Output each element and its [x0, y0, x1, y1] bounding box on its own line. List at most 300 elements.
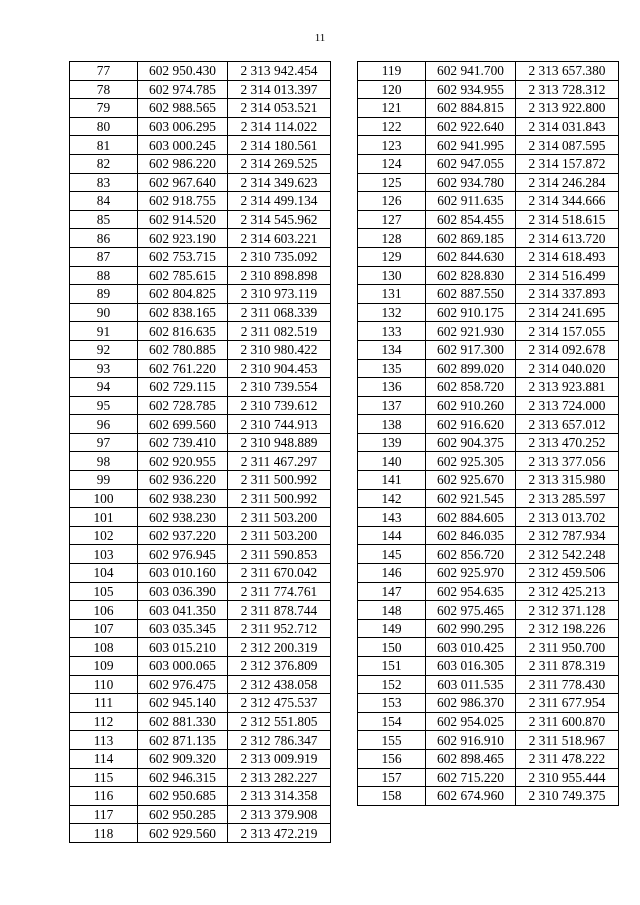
point-number-cell: 78 [70, 80, 138, 99]
y-coordinate-cell: 2 311 878.744 [228, 601, 331, 620]
table-row [358, 322, 619, 341]
table-row [70, 508, 331, 527]
point-number-cell: 93 [70, 359, 138, 378]
table-row [70, 247, 331, 266]
table-row [358, 433, 619, 452]
point-number-cell: 143 [358, 508, 426, 527]
x-coordinate-cell: 603 010.425 [426, 638, 516, 657]
point-number-cell: 140 [358, 452, 426, 471]
x-coordinate-cell: 602 945.140 [138, 694, 228, 713]
y-coordinate-cell: 2 313 377.056 [516, 452, 619, 471]
table-row [70, 545, 331, 564]
point-number-cell: 122 [358, 117, 426, 136]
point-number-cell: 124 [358, 154, 426, 173]
point-number-cell: 150 [358, 638, 426, 657]
x-coordinate-cell: 603 041.350 [138, 601, 228, 620]
point-number-cell: 155 [358, 731, 426, 750]
table-row [70, 322, 331, 341]
table-row [70, 117, 331, 136]
table-row [70, 452, 331, 471]
table-row [70, 378, 331, 397]
y-coordinate-cell: 2 314 031.843 [516, 117, 619, 136]
x-coordinate-cell: 602 976.945 [138, 545, 228, 564]
point-number-cell: 90 [70, 303, 138, 322]
y-coordinate-cell: 2 314 241.695 [516, 303, 619, 322]
y-coordinate-cell: 2 310 735.092 [228, 247, 331, 266]
table-row [358, 396, 619, 415]
table-row [70, 619, 331, 638]
table-row [358, 582, 619, 601]
table-row [70, 340, 331, 359]
x-coordinate-cell: 602 988.565 [138, 99, 228, 118]
point-number-cell: 146 [358, 564, 426, 583]
x-coordinate-cell: 603 035.345 [138, 619, 228, 638]
y-coordinate-cell: 2 311 503.200 [228, 526, 331, 545]
point-number-cell: 145 [358, 545, 426, 564]
table-row [70, 675, 331, 694]
y-coordinate-cell: 2 311 518.967 [516, 731, 619, 750]
point-number-cell: 97 [70, 433, 138, 452]
table-row [358, 229, 619, 248]
x-coordinate-cell: 603 015.210 [138, 638, 228, 657]
x-coordinate-cell: 602 938.230 [138, 489, 228, 508]
x-coordinate-cell: 602 917.300 [426, 340, 516, 359]
y-coordinate-cell: 2 313 013.702 [516, 508, 619, 527]
coordinates-table-right [357, 61, 619, 806]
table-row [358, 545, 619, 564]
point-number-cell: 82 [70, 154, 138, 173]
x-coordinate-cell: 602 699.560 [138, 415, 228, 434]
y-coordinate-cell: 2 314 040.020 [516, 359, 619, 378]
x-coordinate-cell: 602 921.930 [426, 322, 516, 341]
point-number-cell: 147 [358, 582, 426, 601]
point-number-cell: 132 [358, 303, 426, 322]
x-coordinate-cell: 602 838.165 [138, 303, 228, 322]
x-coordinate-cell: 602 887.550 [426, 285, 516, 304]
y-coordinate-cell: 2 311 478.222 [516, 749, 619, 768]
x-coordinate-cell: 602 975.465 [426, 601, 516, 620]
table-row [70, 173, 331, 192]
y-coordinate-cell: 2 311 503.200 [228, 508, 331, 527]
x-coordinate-cell: 602 986.220 [138, 154, 228, 173]
point-number-cell: 158 [358, 787, 426, 806]
point-number-cell: 137 [358, 396, 426, 415]
table-row [70, 192, 331, 211]
table-row [70, 694, 331, 713]
point-number-cell: 85 [70, 210, 138, 229]
point-number-cell: 95 [70, 396, 138, 415]
x-coordinate-cell: 602 925.670 [426, 471, 516, 490]
point-number-cell: 135 [358, 359, 426, 378]
point-number-cell: 139 [358, 433, 426, 452]
point-number-cell: 119 [358, 62, 426, 81]
x-coordinate-cell: 602 986.370 [426, 694, 516, 713]
table-row [70, 657, 331, 676]
point-number-cell: 104 [70, 564, 138, 583]
y-coordinate-cell: 2 313 923.881 [516, 378, 619, 397]
point-number-cell: 152 [358, 675, 426, 694]
x-coordinate-cell: 603 000.245 [138, 136, 228, 155]
table-row [70, 712, 331, 731]
table-row [70, 210, 331, 229]
table-row [70, 136, 331, 155]
table-row [358, 694, 619, 713]
y-coordinate-cell: 2 310 749.375 [516, 787, 619, 806]
table-row [358, 526, 619, 545]
table-row [70, 433, 331, 452]
table-row [358, 173, 619, 192]
point-number-cell: 109 [70, 657, 138, 676]
y-coordinate-cell: 2 312 425.213 [516, 582, 619, 601]
y-coordinate-cell: 2 310 898.898 [228, 266, 331, 285]
table-row [70, 768, 331, 787]
table-row [358, 731, 619, 750]
point-number-cell: 99 [70, 471, 138, 490]
x-coordinate-cell: 602 846.035 [426, 526, 516, 545]
x-coordinate-cell: 602 881.330 [138, 712, 228, 731]
y-coordinate-cell: 2 311 590.853 [228, 545, 331, 564]
x-coordinate-cell: 603 011.535 [426, 675, 516, 694]
table-row [70, 266, 331, 285]
table-row [70, 359, 331, 378]
table-row [70, 80, 331, 99]
x-coordinate-cell: 602 858.720 [426, 378, 516, 397]
y-coordinate-cell: 2 311 068.339 [228, 303, 331, 322]
y-coordinate-cell: 2 312 376.809 [228, 657, 331, 676]
point-number-cell: 102 [70, 526, 138, 545]
x-coordinate-cell: 602 954.635 [426, 582, 516, 601]
point-number-cell: 106 [70, 601, 138, 620]
point-number-cell: 89 [70, 285, 138, 304]
x-coordinate-cell: 602 911.635 [426, 192, 516, 211]
x-coordinate-cell: 603 006.295 [138, 117, 228, 136]
x-coordinate-cell: 602 804.825 [138, 285, 228, 304]
point-number-cell: 103 [70, 545, 138, 564]
x-coordinate-cell: 602 909.320 [138, 749, 228, 768]
table-row [358, 712, 619, 731]
table-row [70, 749, 331, 768]
y-coordinate-cell: 2 311 950.700 [516, 638, 619, 657]
x-coordinate-cell: 602 950.430 [138, 62, 228, 81]
x-coordinate-cell: 603 010.160 [138, 564, 228, 583]
point-number-cell: 116 [70, 787, 138, 806]
x-coordinate-cell: 602 918.755 [138, 192, 228, 211]
table-row [70, 564, 331, 583]
y-coordinate-cell: 2 314 518.615 [516, 210, 619, 229]
page-number: 11 [314, 32, 326, 44]
y-coordinate-cell: 2 312 459.506 [516, 564, 619, 583]
x-coordinate-cell: 603 016.305 [426, 657, 516, 676]
point-number-cell: 112 [70, 712, 138, 731]
table-row [358, 266, 619, 285]
x-coordinate-cell: 602 728.785 [138, 396, 228, 415]
y-coordinate-cell: 2 314 180.561 [228, 136, 331, 155]
table-row [358, 154, 619, 173]
table-row [358, 285, 619, 304]
point-number-cell: 77 [70, 62, 138, 81]
point-number-cell: 134 [358, 340, 426, 359]
point-number-cell: 149 [358, 619, 426, 638]
table-row [70, 805, 331, 824]
table-row [358, 638, 619, 657]
x-coordinate-cell: 602 674.960 [426, 787, 516, 806]
point-number-cell: 101 [70, 508, 138, 527]
table-row [358, 489, 619, 508]
y-coordinate-cell: 2 311 082.519 [228, 322, 331, 341]
y-coordinate-cell: 2 313 942.454 [228, 62, 331, 81]
y-coordinate-cell: 2 311 467.297 [228, 452, 331, 471]
y-coordinate-cell: 2 314 344.666 [516, 192, 619, 211]
x-coordinate-cell: 602 925.305 [426, 452, 516, 471]
table-row [70, 62, 331, 81]
point-number-cell: 127 [358, 210, 426, 229]
table-row [70, 526, 331, 545]
point-number-cell: 128 [358, 229, 426, 248]
x-coordinate-cell: 602 925.970 [426, 564, 516, 583]
table-row [358, 601, 619, 620]
point-number-cell: 94 [70, 378, 138, 397]
table-row [70, 824, 331, 843]
x-coordinate-cell: 603 036.390 [138, 582, 228, 601]
point-number-cell: 98 [70, 452, 138, 471]
y-coordinate-cell: 2 313 657.380 [516, 62, 619, 81]
point-number-cell: 111 [70, 694, 138, 713]
table-row [358, 80, 619, 99]
table-row [358, 564, 619, 583]
x-coordinate-cell: 602 990.295 [426, 619, 516, 638]
x-coordinate-cell: 602 899.020 [426, 359, 516, 378]
x-coordinate-cell: 602 954.025 [426, 712, 516, 731]
point-number-cell: 130 [358, 266, 426, 285]
y-coordinate-cell: 2 311 670.042 [228, 564, 331, 583]
y-coordinate-cell: 2 313 728.312 [516, 80, 619, 99]
x-coordinate-cell: 602 929.560 [138, 824, 228, 843]
point-number-cell: 92 [70, 340, 138, 359]
x-coordinate-cell: 602 856.720 [426, 545, 516, 564]
x-coordinate-cell: 602 947.055 [426, 154, 516, 173]
point-number-cell: 133 [358, 322, 426, 341]
point-number-cell: 151 [358, 657, 426, 676]
table-row [70, 303, 331, 322]
table-row [358, 471, 619, 490]
y-coordinate-cell: 2 314 157.055 [516, 322, 619, 341]
x-coordinate-cell: 602 739.410 [138, 433, 228, 452]
point-number-cell: 86 [70, 229, 138, 248]
x-coordinate-cell: 602 898.465 [426, 749, 516, 768]
y-coordinate-cell: 2 314 337.893 [516, 285, 619, 304]
y-coordinate-cell: 2 314 613.720 [516, 229, 619, 248]
point-number-cell: 80 [70, 117, 138, 136]
y-coordinate-cell: 2 314 114.022 [228, 117, 331, 136]
point-number-cell: 87 [70, 247, 138, 266]
point-number-cell: 138 [358, 415, 426, 434]
point-number-cell: 108 [70, 638, 138, 657]
y-coordinate-cell: 2 314 246.284 [516, 173, 619, 192]
table-row [70, 285, 331, 304]
x-coordinate-cell: 602 871.135 [138, 731, 228, 750]
y-coordinate-cell: 2 311 952.712 [228, 619, 331, 638]
y-coordinate-cell: 2 313 282.227 [228, 768, 331, 787]
x-coordinate-cell: 602 950.685 [138, 787, 228, 806]
table-row [358, 192, 619, 211]
table-row [70, 471, 331, 490]
point-number-cell: 136 [358, 378, 426, 397]
point-number-cell: 114 [70, 749, 138, 768]
y-coordinate-cell: 2 313 470.252 [516, 433, 619, 452]
y-coordinate-cell: 2 313 472.219 [228, 824, 331, 843]
x-coordinate-cell: 602 828.830 [426, 266, 516, 285]
point-number-cell: 118 [70, 824, 138, 843]
point-number-cell: 79 [70, 99, 138, 118]
point-number-cell: 83 [70, 173, 138, 192]
point-number-cell: 154 [358, 712, 426, 731]
point-number-cell: 156 [358, 749, 426, 768]
x-coordinate-cell: 602 914.520 [138, 210, 228, 229]
table-row [358, 378, 619, 397]
point-number-cell: 121 [358, 99, 426, 118]
y-coordinate-cell: 2 310 744.913 [228, 415, 331, 434]
y-coordinate-cell: 2 310 955.444 [516, 768, 619, 787]
x-coordinate-cell: 602 910.175 [426, 303, 516, 322]
y-coordinate-cell: 2 314 618.493 [516, 247, 619, 266]
y-coordinate-cell: 2 310 948.889 [228, 433, 331, 452]
table-row [358, 768, 619, 787]
y-coordinate-cell: 2 313 379.908 [228, 805, 331, 824]
x-coordinate-cell: 602 976.475 [138, 675, 228, 694]
table-row [358, 247, 619, 266]
table-row [70, 415, 331, 434]
y-coordinate-cell: 2 314 603.221 [228, 229, 331, 248]
y-coordinate-cell: 2 312 787.934 [516, 526, 619, 545]
x-coordinate-cell: 602 921.545 [426, 489, 516, 508]
y-coordinate-cell: 2 312 371.128 [516, 601, 619, 620]
y-coordinate-cell: 2 314 269.525 [228, 154, 331, 173]
x-coordinate-cell: 602 884.605 [426, 508, 516, 527]
x-coordinate-cell: 602 844.630 [426, 247, 516, 266]
x-coordinate-cell: 602 967.640 [138, 173, 228, 192]
point-number-cell: 91 [70, 322, 138, 341]
table-row [358, 415, 619, 434]
point-number-cell: 148 [358, 601, 426, 620]
table-row [358, 340, 619, 359]
x-coordinate-cell: 602 938.230 [138, 508, 228, 527]
point-number-cell: 107 [70, 619, 138, 638]
table-row [70, 638, 331, 657]
x-coordinate-cell: 603 000.065 [138, 657, 228, 676]
x-coordinate-cell: 602 910.260 [426, 396, 516, 415]
x-coordinate-cell: 602 934.780 [426, 173, 516, 192]
y-coordinate-cell: 2 313 009.919 [228, 749, 331, 768]
x-coordinate-cell: 602 974.785 [138, 80, 228, 99]
y-coordinate-cell: 2 312 438.058 [228, 675, 331, 694]
point-number-cell: 117 [70, 805, 138, 824]
y-coordinate-cell: 2 311 500.992 [228, 489, 331, 508]
point-number-cell: 123 [358, 136, 426, 155]
x-coordinate-cell: 602 729.115 [138, 378, 228, 397]
point-number-cell: 120 [358, 80, 426, 99]
table-row [70, 99, 331, 118]
point-number-cell: 131 [358, 285, 426, 304]
y-coordinate-cell: 2 312 198.226 [516, 619, 619, 638]
table-row [70, 396, 331, 415]
y-coordinate-cell: 2 313 724.000 [516, 396, 619, 415]
y-coordinate-cell: 2 312 551.805 [228, 712, 331, 731]
table-row [358, 675, 619, 694]
table-row [70, 154, 331, 173]
table-row [358, 210, 619, 229]
y-coordinate-cell: 2 310 739.612 [228, 396, 331, 415]
point-number-cell: 84 [70, 192, 138, 211]
x-coordinate-cell: 602 869.185 [426, 229, 516, 248]
y-coordinate-cell: 2 311 500.992 [228, 471, 331, 490]
table-row [358, 619, 619, 638]
point-number-cell: 126 [358, 192, 426, 211]
table-row [358, 303, 619, 322]
x-coordinate-cell: 602 937.220 [138, 526, 228, 545]
table-row [70, 489, 331, 508]
x-coordinate-cell: 602 884.815 [426, 99, 516, 118]
y-coordinate-cell: 2 310 904.453 [228, 359, 331, 378]
y-coordinate-cell: 2 314 349.623 [228, 173, 331, 192]
x-coordinate-cell: 602 950.285 [138, 805, 228, 824]
x-coordinate-cell: 602 780.885 [138, 340, 228, 359]
table-row [70, 601, 331, 620]
table-row [358, 62, 619, 81]
y-coordinate-cell: 2 312 786.347 [228, 731, 331, 750]
table-row [358, 749, 619, 768]
y-coordinate-cell: 2 314 013.397 [228, 80, 331, 99]
x-coordinate-cell: 602 941.995 [426, 136, 516, 155]
x-coordinate-cell: 602 916.620 [426, 415, 516, 434]
point-number-cell: 157 [358, 768, 426, 787]
y-coordinate-cell: 2 312 542.248 [516, 545, 619, 564]
y-coordinate-cell: 2 310 973.119 [228, 285, 331, 304]
x-coordinate-cell: 602 904.375 [426, 433, 516, 452]
point-number-cell: 88 [70, 266, 138, 285]
table-row [358, 508, 619, 527]
table-row [358, 359, 619, 378]
table-row [70, 229, 331, 248]
point-number-cell: 125 [358, 173, 426, 192]
x-coordinate-cell: 602 934.955 [426, 80, 516, 99]
x-coordinate-cell: 602 920.955 [138, 452, 228, 471]
table-row [358, 136, 619, 155]
y-coordinate-cell: 2 310 980.422 [228, 340, 331, 359]
point-number-cell: 142 [358, 489, 426, 508]
point-number-cell: 129 [358, 247, 426, 266]
y-coordinate-cell: 2 314 516.499 [516, 266, 619, 285]
table-row [70, 787, 331, 806]
point-number-cell: 96 [70, 415, 138, 434]
table-row [358, 452, 619, 471]
x-coordinate-cell: 602 854.455 [426, 210, 516, 229]
y-coordinate-cell: 2 314 092.678 [516, 340, 619, 359]
table-row [70, 582, 331, 601]
x-coordinate-cell: 602 922.640 [426, 117, 516, 136]
x-coordinate-cell: 602 785.615 [138, 266, 228, 285]
y-coordinate-cell: 2 311 600.870 [516, 712, 619, 731]
x-coordinate-cell: 602 753.715 [138, 247, 228, 266]
point-number-cell: 113 [70, 731, 138, 750]
y-coordinate-cell: 2 314 087.595 [516, 136, 619, 155]
point-number-cell: 110 [70, 675, 138, 694]
x-coordinate-cell: 602 816.635 [138, 322, 228, 341]
y-coordinate-cell: 2 313 922.800 [516, 99, 619, 118]
y-coordinate-cell: 2 313 315.980 [516, 471, 619, 490]
y-coordinate-cell: 2 314 053.521 [228, 99, 331, 118]
x-coordinate-cell: 602 936.220 [138, 471, 228, 490]
coordinates-table-left [69, 61, 331, 843]
